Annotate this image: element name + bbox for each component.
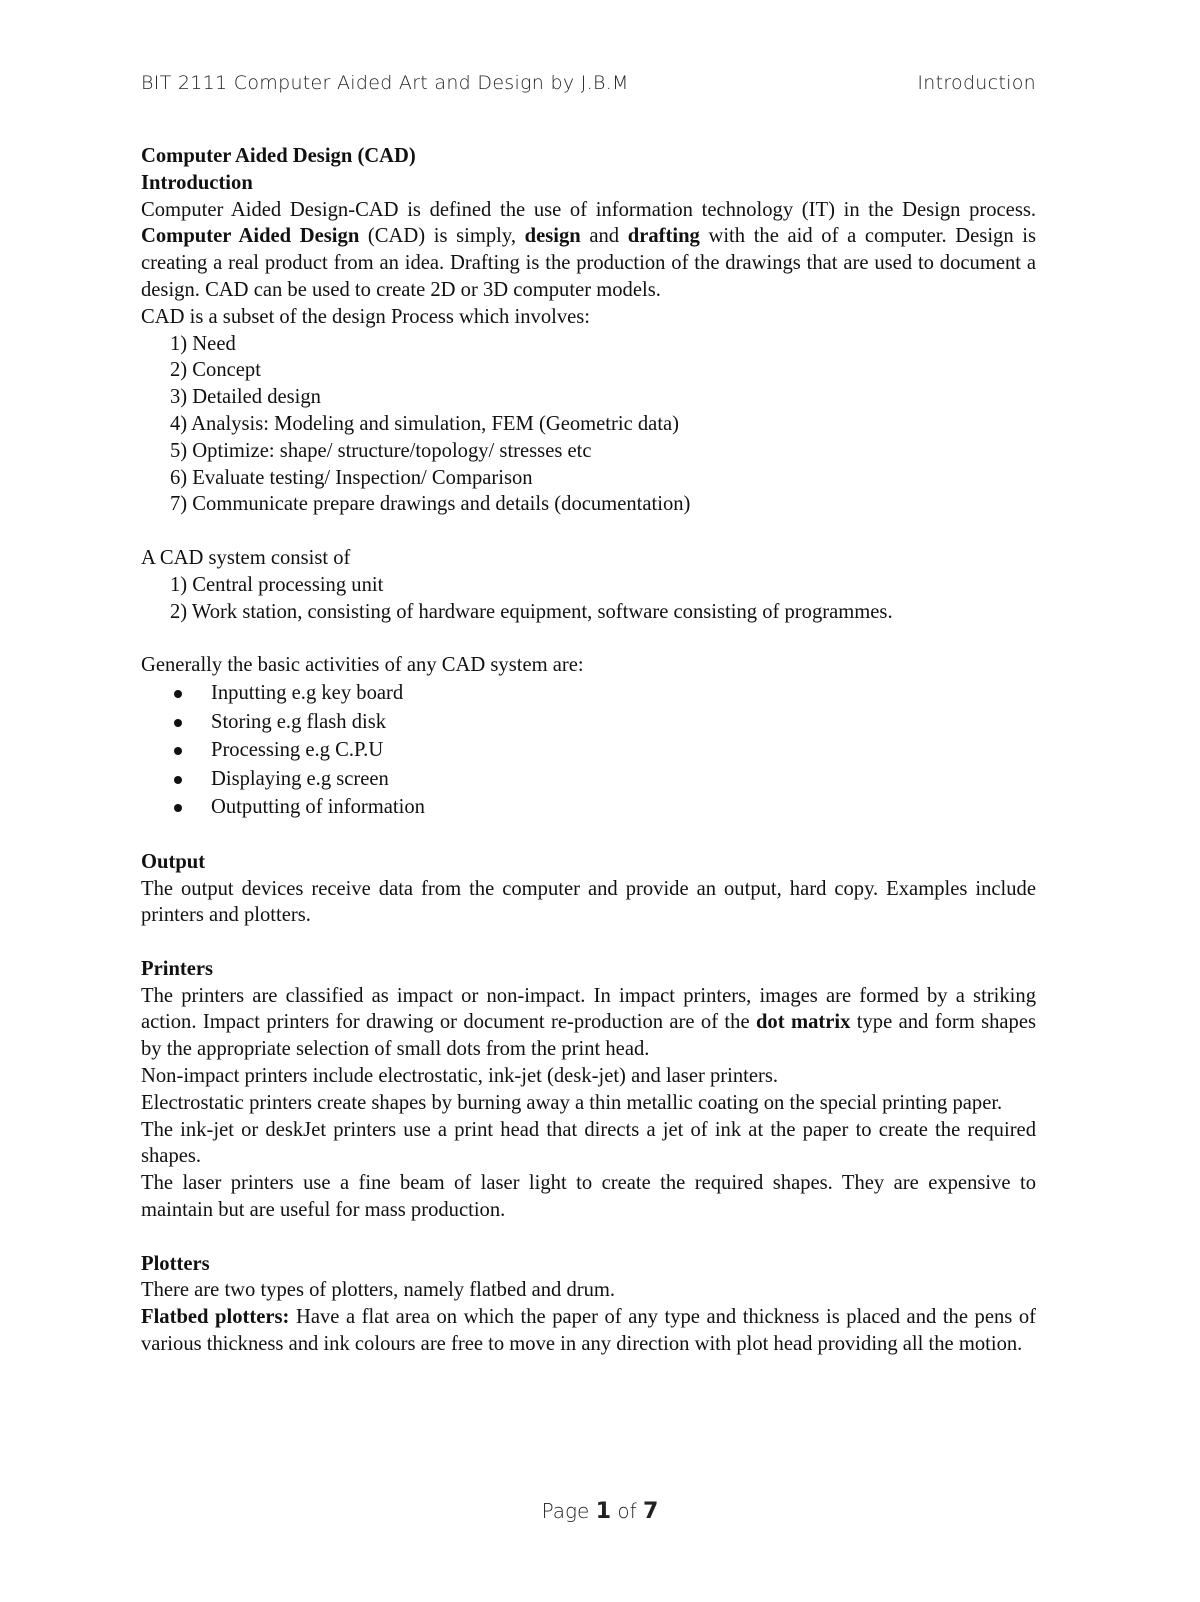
process-intro: CAD is a subset of the design Process which involves: — [141, 305, 591, 328]
dot-matrix-bold: dot matrix — [755, 1011, 851, 1034]
intro-bold-cad: Computer Aided Design — [141, 225, 360, 248]
intro-bold-design: design — [524, 225, 581, 248]
list-item: 2) Work station, consisting of hardware equipment, software consisting of programmes. — [170, 600, 893, 623]
printers-paragraph-5: The laser printers use a fine beam of laser light to create the required shapes. They are expensive to maintain but are useful for mass production. — [141, 1172, 1036, 1222]
activities-list — [141, 679, 1036, 822]
of-word: of — [617, 1499, 637, 1523]
doc-title: Computer Aided Design (CAD) — [141, 145, 416, 167]
list-item: 6) Evaluate testing/ Inspection/ Comparison — [170, 466, 533, 489]
page-word: Page — [541, 1499, 590, 1523]
printers-paragraph-2: Non-impact printers include electrostatic, ink-jet (desk-jet) and laser printers. — [141, 1065, 779, 1088]
list-item: Processing e.g C.P.U — [141, 736, 1036, 765]
total-page-count: 7 — [643, 1499, 659, 1524]
intro-paragraph — [141, 197, 1036, 304]
document-body — [141, 143, 1036, 1358]
current-page-number: 1 — [595, 1499, 612, 1524]
list-item: 5) Optimize: shape/ structure/topology/ stresses etc — [170, 439, 592, 462]
plotters-paragraph-2: Flatbed plotters: Have a flat area on which the paper of any type and thickness is placed and the pens of various thickness and ink colours are free to move in any direction with plot head providing all the motion. — [141, 1306, 1037, 1356]
printers-heading: Printers — [141, 957, 214, 980]
system-intro: A CAD system consist of — [141, 546, 351, 569]
bullet-icon — [174, 719, 182, 727]
printers-paragraph-1: The printers are classified as impact or non-impact. In impact printers, images are formed by a striking action. Impact printers for drawing or document re-production are of the dot matrix type and form shapes by the appropriate selection of small dots from the print head. — [141, 984, 1037, 1061]
flatbed-bold: Flatbed plotters: — [141, 1306, 290, 1329]
output-paragraph: The output devices receive data from the computer and provide an output, hard copy. Examples include printers and plotters. — [141, 877, 1036, 927]
intro-text-1: Computer Aided Design-CAD is defined the use of information technology (IT) in the Design process. — [141, 198, 1036, 221]
process-steps-list — [141, 331, 1036, 519]
list-item: Displaying e.g screen — [141, 765, 1036, 794]
intro-bold-drafting: drafting — [627, 225, 700, 248]
intro-text-3: and — [580, 225, 628, 248]
list-item: Outputting of information — [141, 793, 1036, 822]
intro-text-2: (CAD) is simply, — [359, 225, 525, 248]
plotters-paragraph-1: There are two types of plotters, namely flatbed and drum. — [141, 1279, 616, 1302]
list-item: Inputting e.g key board — [141, 679, 1036, 708]
system-components-list — [141, 572, 1036, 626]
list-item: 1) Need — [170, 332, 236, 355]
bullet-icon — [174, 747, 182, 755]
list-item: 7) Communicate prepare drawings and details (documentation) — [170, 493, 691, 516]
printers-paragraph-3: Electrostatic printers create shapes by burning away a thin metallic coating on the special printing paper. — [141, 1091, 1003, 1114]
list-item: 4) Analysis: Modeling and simulation, FEM (Geometric data) — [170, 412, 680, 435]
list-item: 1) Central processing unit — [170, 573, 384, 596]
list-item: Storing e.g flash disk — [141, 708, 1036, 737]
list-item: 3) Detailed design — [170, 386, 321, 409]
bullet-icon — [174, 690, 182, 698]
intro-text-4: with the aid of a computer. Design is creating a real product from an idea. Drafting is the production of the drawings that are used to document a design. CAD can be used to create 2D or 3D computer models. — [141, 225, 1037, 301]
bullet-icon — [174, 804, 182, 812]
list-item: 2) Concept — [170, 359, 261, 382]
plotters-heading: Plotters — [141, 1252, 210, 1275]
header-section: Introduction — [917, 72, 1036, 94]
printers-paragraph-4: The ink-jet or deskJet printers use a print head that directs a jet of ink at the paper to create the required shapes. — [141, 1118, 1036, 1168]
header-course-title: BIT 2111 Computer Aided Art and Design by J.B.M — [141, 72, 629, 94]
activities-intro: Generally the basic activities of any CAD system are: — [141, 654, 584, 677]
bullet-icon — [174, 776, 182, 784]
intro-heading: Introduction — [141, 171, 253, 194]
output-heading: Output — [141, 850, 206, 873]
page-footer — [0, 1499, 1200, 1524]
